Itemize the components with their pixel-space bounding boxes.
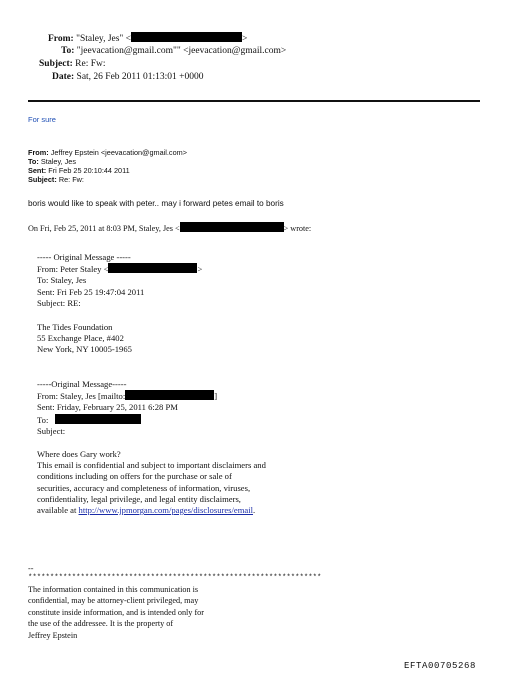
original1-title: ----- Original Message ----- bbox=[37, 252, 131, 262]
email-body bbox=[37, 449, 266, 516]
header-date-row bbox=[52, 71, 203, 84]
body-line-5: confidentiality, legal privilege, and legal entity disclaimers, bbox=[37, 493, 241, 504]
header-from-value: "Staley, Jes" < bbox=[76, 34, 132, 44]
header-date-value: Sat, 26 Feb 2011 01:13:01 +0000 bbox=[76, 72, 204, 82]
original-message-1 bbox=[37, 252, 202, 309]
body-line-4: securities, accuracy and completeness of information, viruses, bbox=[37, 482, 251, 493]
body-line-1: Where does Gary work? bbox=[37, 449, 121, 459]
address-block bbox=[37, 322, 132, 356]
original2-title: -----Original Message----- bbox=[37, 379, 127, 389]
star-divider: ******************************************************************* bbox=[28, 574, 322, 582]
signature-separator: -- bbox=[28, 564, 34, 573]
address-line-2: 55 Exchange Place, #402 bbox=[37, 333, 124, 344]
header-date-label: Date: bbox=[52, 72, 75, 82]
message-text: boris would like to speak with peter.. may i forward petes email to boris bbox=[28, 199, 284, 208]
footer-line-1: The information contained in this communication is bbox=[28, 585, 199, 594]
redaction-block bbox=[55, 414, 141, 424]
body-line-2: This email is confidential and subject to important disclaimers and bbox=[37, 460, 266, 471]
original-message-2 bbox=[37, 379, 217, 437]
original1-subject: Subject: RE: bbox=[37, 297, 81, 308]
redaction-block bbox=[131, 32, 242, 42]
header-from-close: > bbox=[242, 34, 248, 44]
header-subject-row bbox=[39, 58, 106, 71]
forwarded-header bbox=[28, 148, 187, 184]
redaction-block bbox=[108, 263, 197, 273]
header-to-value: "jeevacation@gmail.com"" <jeevacation@gmail.com> bbox=[76, 46, 287, 56]
forwarded-sent-row: Sent: Fri Feb 25 20:10:44 2011 bbox=[28, 166, 130, 175]
footer-disclaimer bbox=[28, 584, 204, 641]
header-divider bbox=[28, 100, 480, 102]
disclosure-link[interactable]: http://www.jpmorgan.com/pages/disclosures/email bbox=[78, 505, 253, 516]
header-to-label: To: bbox=[61, 46, 75, 56]
header-subject-label: Subject: bbox=[39, 59, 73, 69]
original1-to: To: Staley, Jes bbox=[37, 275, 87, 286]
header-from-row bbox=[48, 32, 247, 46]
header-from-label: From: bbox=[48, 34, 74, 44]
footer-line-3: constitute inside information, and is intended only for bbox=[28, 607, 204, 617]
original1-from: From: Peter Staley < > bbox=[37, 264, 203, 275]
reply-text: For sure bbox=[28, 115, 56, 124]
forwarded-subject-row: Subject: Re: Fw: bbox=[28, 175, 84, 184]
header-subject-value: Re: Fw: bbox=[75, 59, 106, 69]
footer-line-2: confidential, may be attorney-client privileged, may bbox=[28, 596, 199, 606]
original2-from: From: Staley, Jes [mailto: ] bbox=[37, 391, 218, 402]
original2-to: To: bbox=[37, 414, 217, 426]
body-line-6: available at http://www.jpmorgan.com/pages/disclosures/email. bbox=[37, 505, 256, 516]
original2-subject: Subject: bbox=[37, 425, 66, 436]
header-to-row bbox=[61, 45, 286, 58]
footer-line-4: the use of the addressee. It is the property of bbox=[28, 619, 174, 629]
redaction-block bbox=[125, 390, 214, 400]
address-line-3: New York, NY 10005-1965 bbox=[37, 344, 132, 355]
forwarded-to-row: To: Staley, Jes bbox=[28, 157, 76, 166]
address-line-1: The Tides Foundation bbox=[37, 322, 113, 332]
document-id: EFTA00705268 bbox=[404, 661, 477, 671]
footer-line-5: Jeffrey Epstein bbox=[28, 630, 78, 640]
redaction-block bbox=[180, 222, 284, 232]
original2-sent: Sent: Friday, February 25, 2011 6:28 PM bbox=[37, 402, 178, 413]
original1-sent: Sent: Fri Feb 25 19:47:04 2011 bbox=[37, 286, 145, 297]
quote-attribution: On Fri, Feb 25, 2011 at 8:03 PM, Staley, Jes < > wrote: bbox=[28, 224, 312, 233]
body-line-3: conditions including on offers for the purchase or sale of bbox=[37, 471, 232, 482]
forwarded-from-row: From: Jeffrey Epstein <jeevacation@gmail.com> bbox=[28, 148, 187, 157]
